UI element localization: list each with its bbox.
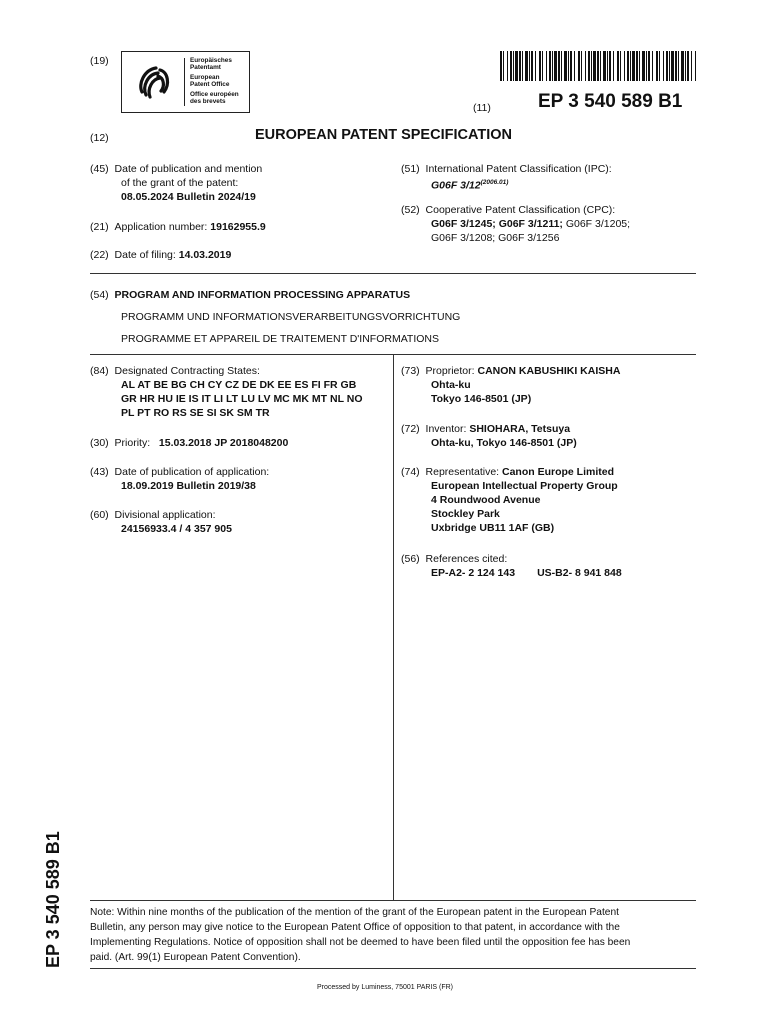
barcode-bar — [574, 51, 575, 81]
barcode-bar — [671, 51, 674, 81]
barcode-bar — [642, 51, 645, 81]
barcode-bar — [617, 51, 619, 81]
barcode-bar — [561, 51, 562, 81]
field-54: (54) PROGRAM AND INFORMATION PROCESSING APPARATUS PROGRAMM UND INFORMATIONSVERARBEITUNGSVORRICHTUNG PROGRAMME ET APPAREIL DE TRAITEMENT D'INFORMATIONS — [90, 289, 461, 345]
logo-text: Europäisches Patentamt European Patent Office Office européen des brevets — [190, 57, 239, 106]
barcode-bar — [607, 51, 608, 81]
barcode-bar — [609, 51, 611, 81]
barcode-bar — [648, 51, 650, 81]
barcode-bar — [691, 51, 692, 81]
field-52: (52) Cooperative Patent Classification (CPC): G06F 3/1245; G06F 3/1211; G06F 3/1205; G06F 3/1208; G06F 3/1256 — [401, 204, 631, 244]
side-publication-number: EP 3 540 589 B1 — [43, 831, 63, 968]
barcode-bar — [613, 51, 614, 81]
code-12: (12) — [90, 132, 109, 144]
opposition-note: Note: Within nine months of the publication of the mention of the grant of the European patent in the European Patent Bulletin, any person may give notice to the European Patent Office of opposition to that patent, in accordance with the Implementing Regulations. Notice of opposition shall not be deemed to have been filed until the opposition fee has been paid. (Art. 99(1) European Patent Convention). — [90, 907, 631, 963]
publication-number: EP 3 540 589 B1 — [538, 91, 683, 112]
barcode-bar — [581, 51, 582, 81]
barcode-bar — [591, 51, 592, 81]
barcode-bar — [515, 51, 518, 81]
barcode-bar — [685, 51, 686, 81]
barcode-bar — [659, 51, 660, 81]
barcode-bar — [669, 51, 670, 81]
barcode-bar — [513, 51, 514, 81]
barcode-bar — [503, 51, 504, 81]
barcode-bar — [666, 51, 668, 81]
barcode-bar — [681, 51, 684, 81]
barcode — [500, 51, 696, 81]
barcode-bar — [675, 51, 677, 81]
barcode-bar — [552, 51, 553, 81]
barcode-bar — [632, 51, 635, 81]
barcode-bar — [546, 51, 547, 81]
divider-top — [90, 273, 696, 274]
barcode-bar — [554, 51, 557, 81]
barcode-bar — [529, 51, 530, 81]
barcode-bar — [522, 51, 523, 81]
barcode-bar — [578, 51, 580, 81]
field-74: (74) Representative: Canon Europe Limited European Intellectual Property Group 4 Roundwood Avenue Stockley Park Uxbridge UB11 1AF (GB) — [401, 466, 618, 534]
barcode-bar — [535, 51, 536, 81]
code-19: (19) — [90, 55, 109, 67]
field-56: (56) References cited: EP-A2- 2 124 143 US-B2- 8 941 848 — [401, 553, 622, 579]
barcode-bar — [652, 51, 653, 81]
barcode-bar — [531, 51, 533, 81]
field-21: (21) Application number: 19162955.9 — [90, 221, 266, 233]
barcode-bar — [687, 51, 689, 81]
field-72: (72) Inventor: SHIOHARA, Tetsuya Ohta-ku, Tokyo 146-8501 (JP) — [401, 423, 577, 449]
barcode-bar — [600, 51, 601, 81]
barcode-bar — [570, 51, 572, 81]
divider-note-bottom — [90, 968, 696, 969]
barcode-bar — [510, 51, 512, 81]
document-title: EUROPEAN PATENT SPECIFICATION — [255, 127, 512, 143]
barcode-bar — [656, 51, 658, 81]
barcode-bar — [500, 51, 502, 81]
barcode-bar — [603, 51, 606, 81]
barcode-bar — [639, 51, 640, 81]
barcode-bar — [519, 51, 521, 81]
barcode-bar — [588, 51, 590, 81]
field-51: (51) International Patent Classification (IPC): G06F $3/12^{(2006.01)}$ — [401, 163, 612, 192]
barcode-bar — [636, 51, 638, 81]
barcode-bar — [646, 51, 647, 81]
field-60: (60) Divisional application: 24156933.4 / 4 357 905 — [90, 509, 232, 535]
barcode-bar — [624, 51, 625, 81]
barcode-bar — [597, 51, 599, 81]
field-45: (45) Date of publication and mention of the grant of the patent: 08.05.2024 Bulletin 2024/19 — [90, 163, 263, 203]
barcode-bar — [630, 51, 631, 81]
barcode-bar — [627, 51, 629, 81]
field-84: (84) Designated Contracting States: AL AT BE BG CH CY CZ DE DK EE ES FI FR GB GR HR HU IE IS IT LI LT LU LV MC MK MT NL NO PL PT RO RS SE SI SK SM TR — [90, 365, 363, 419]
barcode-bar — [549, 51, 551, 81]
barcode-bar — [539, 51, 541, 81]
column-divider — [393, 354, 394, 900]
field-73: (73) Proprietor: CANON KABUSHIKI KAISHA Ohta-ku Tokyo 146-8501 (JP) — [401, 365, 621, 405]
epo-emblem-icon — [124, 52, 184, 112]
barcode-bar — [564, 51, 567, 81]
footer-printer: Processed by Luminess, 75001 PARIS (FR) — [316, 984, 454, 991]
barcode-bar — [507, 51, 508, 81]
field-30: (30) Priority: 15.03.2018 JP 2018048200 — [90, 437, 289, 449]
code-11: (11) — [473, 102, 491, 114]
barcode-bar — [678, 51, 679, 81]
divider-note-top — [90, 900, 696, 901]
barcode-bar — [525, 51, 528, 81]
barcode-bar — [542, 51, 543, 81]
field-22: (22) Date of filing: 14.03.2019 — [90, 249, 232, 261]
barcode-bar — [663, 51, 664, 81]
barcode-bar — [620, 51, 621, 81]
barcode-bar — [695, 51, 696, 81]
barcode-bar — [585, 51, 586, 81]
barcode-bar — [568, 51, 569, 81]
epo-logo — [121, 51, 250, 113]
field-43: (43) Date of publication of application: 18.09.2019 Bulletin 2019/38 — [90, 466, 270, 492]
barcode-bar — [593, 51, 596, 81]
barcode-bar — [558, 51, 560, 81]
